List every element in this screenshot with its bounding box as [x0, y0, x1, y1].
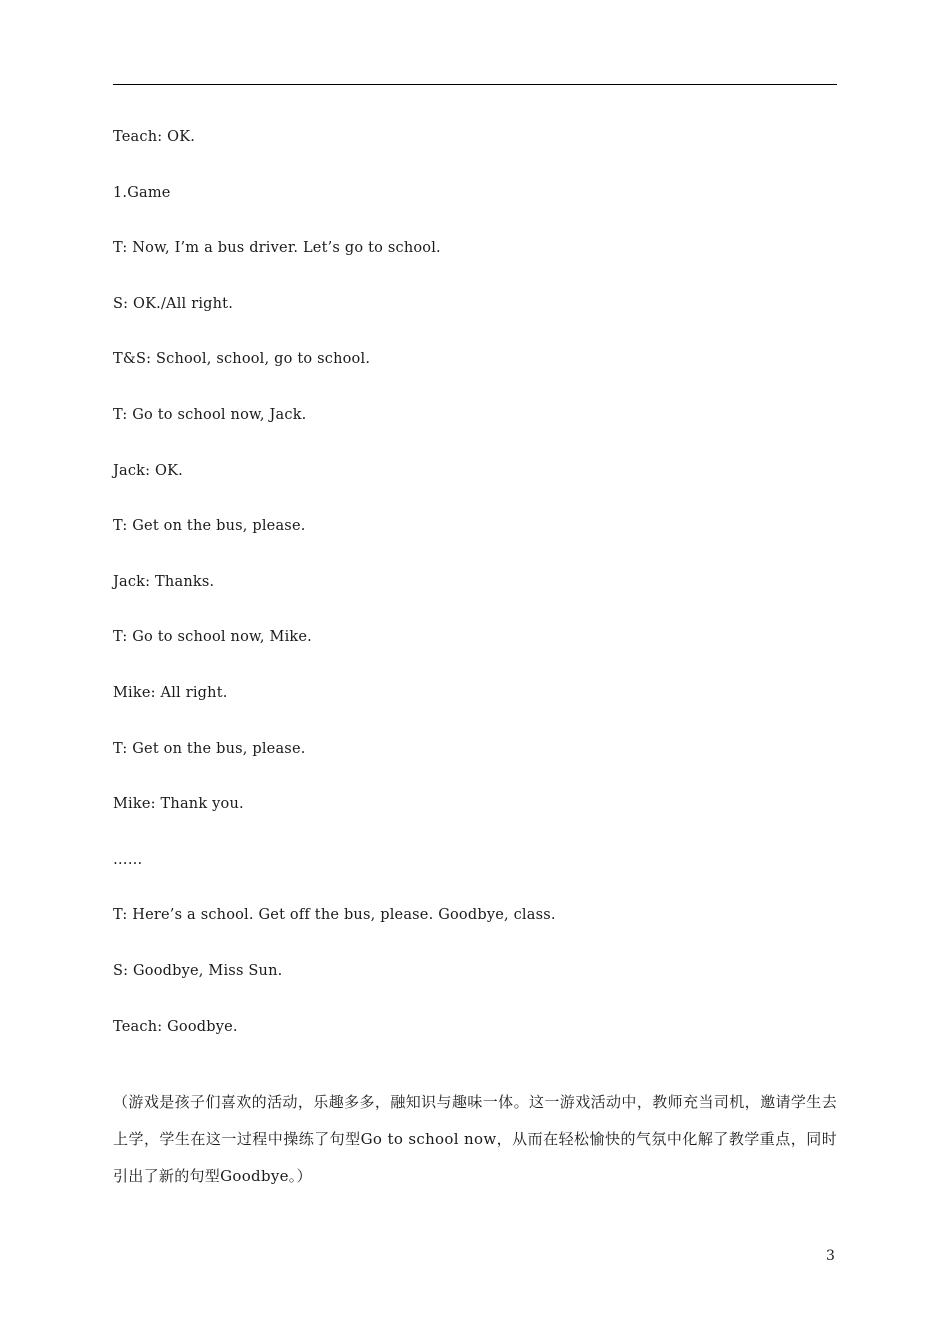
dialogue-line: ……: [113, 851, 143, 868]
dialogue-line: T: Go to school now, Jack.: [113, 406, 307, 423]
page-number: 3: [826, 1248, 835, 1264]
dialogue-lines: [113, 125, 837, 1070]
dialogue-line: T: Now, I’m a bus driver. Let’s go to school.: [113, 240, 441, 257]
dialogue-line: 1.Game: [113, 184, 171, 201]
dialogue-line: S: OK./All right.: [113, 295, 234, 312]
dialogue-line: T: Here’s a school. Get off the bus, please. Goodbye, class.: [113, 907, 556, 924]
dialogue-line: Jack: Thanks.: [113, 573, 215, 590]
dialogue-line: Jack: OK.: [113, 462, 183, 479]
dialogue-line: Teach: Goodbye.: [113, 1018, 238, 1035]
dialogue-line: T: Get on the bus, please.: [113, 518, 306, 535]
dialogue-line: T: Go to school now, Mike.: [113, 629, 312, 646]
dialogue-line: Mike: All right.: [113, 684, 228, 701]
dialogue-line: T&S: School, school, go to school.: [113, 351, 371, 368]
dialogue-line: Mike: Thank you.: [113, 796, 244, 813]
header-rule: [113, 84, 837, 85]
dialogue-line: S: Goodbye, Miss Sun.: [113, 962, 283, 979]
dialogue-line: Teach: OK.: [113, 129, 196, 145]
dialogue-line: T: Get on the bus, please.: [113, 740, 306, 757]
teaching-note: （游戏是孩子们喜欢的活动，乐趣多多，融知识与趣味一体。这一游戏活动中，教师充当司机，邀请学生去上学，学生在这一过程中操练了句型Go to school now，从而在轻松愉快的气氛中化解了教学重点，同时引出了新的句型Goodbye。）: [113, 1093, 837, 1185]
